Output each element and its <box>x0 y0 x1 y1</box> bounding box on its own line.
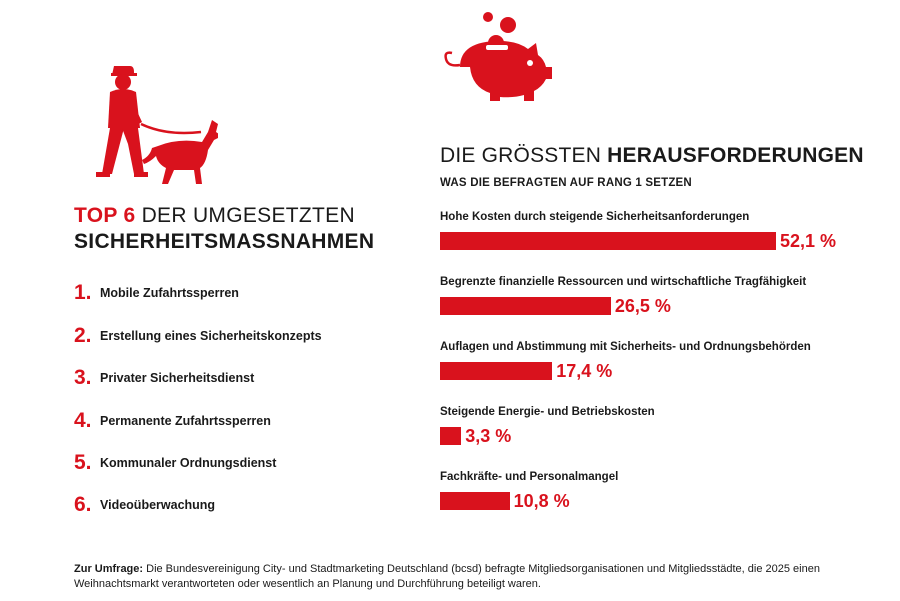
list-item-label: Kommunaler Ordnungsdienst <box>100 456 277 470</box>
footnote <box>74 562 864 592</box>
bar-category-label: Hohe Kosten durch steigende Sicherheitsanforderungen <box>440 211 750 223</box>
list-item <box>74 321 322 351</box>
bar <box>440 232 776 250</box>
security-guard-with-dog-icon <box>78 62 218 184</box>
chart-title <box>440 143 864 169</box>
bar-category-label: Steigende Energie- und Betriebskosten <box>440 406 655 418</box>
bar-value-label: 17,4 % <box>556 361 613 381</box>
list-item-number: 6. <box>74 493 92 516</box>
list-item <box>74 406 271 436</box>
list-item-number: 5. <box>74 451 92 474</box>
title-line2-label: SICHERHEITSMASSNAHMEN <box>74 230 375 253</box>
list-item-number: 4. <box>74 409 92 432</box>
title-rest-label: DER UMGESETZTEN <box>135 204 355 227</box>
bar-category-label: Begrenzte finanzielle Ressourcen und wirtschaftliche Tragfähigkeit <box>440 276 807 288</box>
bar <box>440 362 552 380</box>
bar-value-label: 10,8 % <box>513 491 570 511</box>
bar-category-label: Auflagen und Abstimmung mit Sicherheits- und Ordnungsbehörden <box>440 341 811 353</box>
list-item-label: Mobile Zufahrtssperren <box>100 286 239 300</box>
list-item-number: 1. <box>74 281 92 304</box>
bar-value-label: 52,1 % <box>780 231 837 251</box>
list-item-label: Videoüberwachung <box>100 498 216 512</box>
bar-value-label: 3,3 % <box>465 426 512 446</box>
bar-value-label: 26,5 % <box>614 296 671 316</box>
bar-category-label: Fachkräfte- und Personalmangel <box>440 471 619 483</box>
list-item-number: 3. <box>74 366 92 389</box>
chart-title-light: DIE GRÖSSTEN <box>440 144 608 167</box>
list-item <box>74 448 276 478</box>
chart-title-bold: HERAUSFORDERUNGEN <box>607 144 864 167</box>
chart-subtitle: WAS DIE BEFRAGTEN AUF RANG 1 SETZEN <box>440 177 692 189</box>
list-item <box>74 363 254 393</box>
bar <box>440 427 461 445</box>
list-item <box>74 278 239 308</box>
title-top-label: TOP 6 <box>74 204 136 227</box>
list-item-label: Erstellung eines Sicherheitskonzepts <box>100 329 322 343</box>
piggy-bank-icon <box>438 5 558 105</box>
list-item-number: 2. <box>74 324 92 347</box>
list-item-label: Permanente Zufahrtssperren <box>100 414 271 428</box>
bar <box>440 492 510 510</box>
bar <box>440 297 611 315</box>
footnote-text: Die Bundesvereinigung City- und Stadtmarketing Deutschland (bcsd) befragte Mitgliedsorganisationen und Mitgliedsstädte, die 2025 einen Weihnachtsmarkt verantworteten oder wesentlich an Planung und Durchführung beteiligt waren. <box>74 563 820 590</box>
list-item <box>74 490 215 520</box>
list-item-label: Privater Sicherheitsdienst <box>100 371 255 385</box>
footnote-label: Zur Umfrage: <box>74 563 144 575</box>
left-title <box>74 203 414 255</box>
